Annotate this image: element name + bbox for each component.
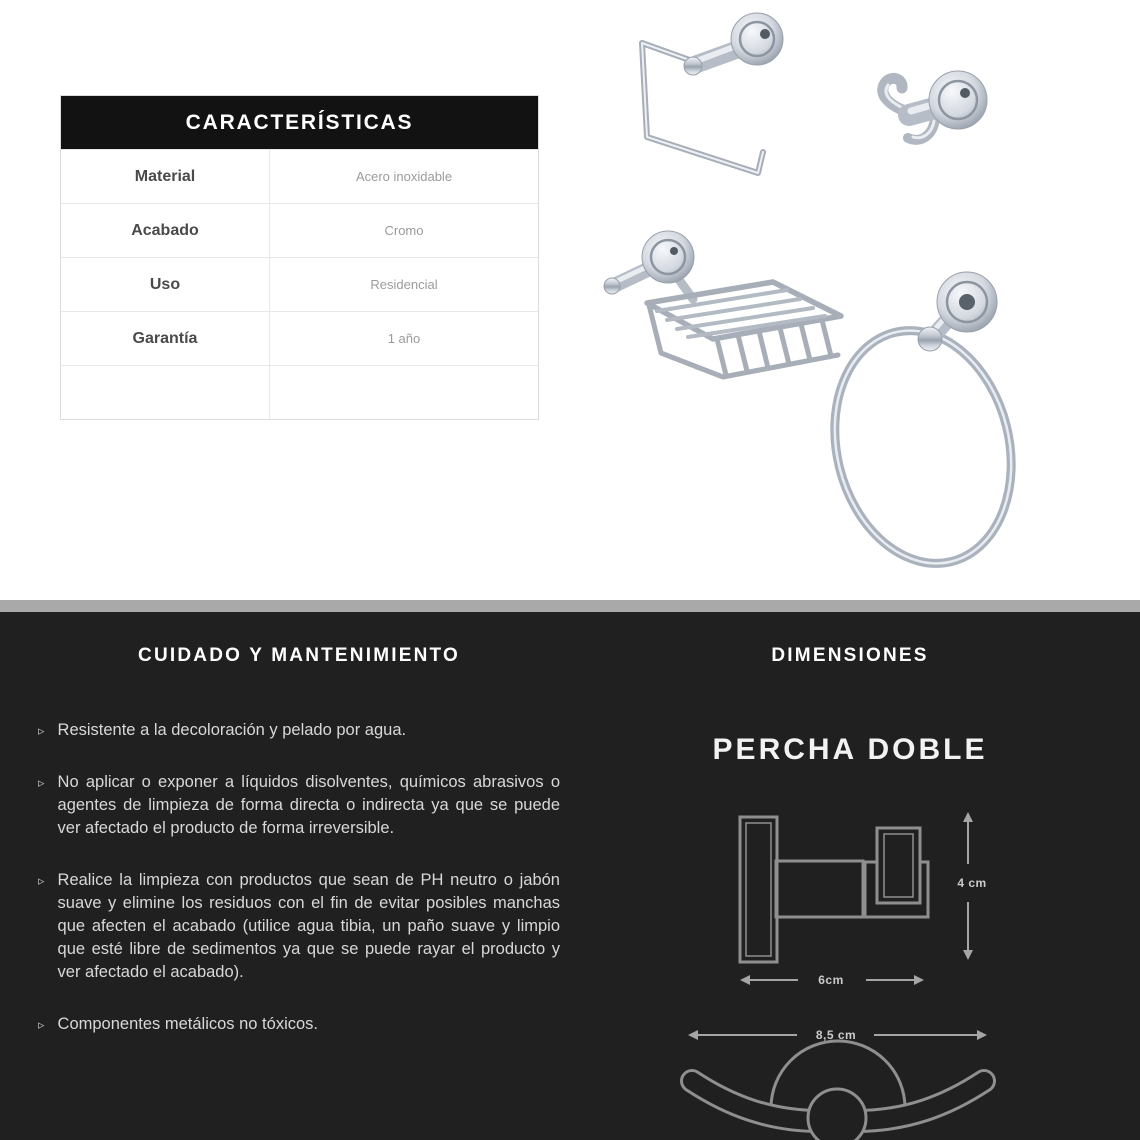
toilet-paper-holder-image xyxy=(615,0,815,200)
towel-ring-image xyxy=(825,252,1075,587)
care-title: CUIDADO Y MANTENIMIENTO xyxy=(138,645,460,666)
percha-doble-dimensions-diagram xyxy=(660,790,1100,1140)
care-bullet-text: No aplicar o exponer a líquidos disolventes, químicos abrasivos o agentes de limpieza de forma directa o indirecta ya que se puede ver afectado el producto de forma irreversible. xyxy=(57,773,560,837)
characteristics-table xyxy=(60,95,539,420)
bullet-arrow-icon: ▹ xyxy=(38,1017,45,1032)
table-row xyxy=(61,365,538,419)
double-hook-image xyxy=(845,45,1025,160)
soap-dish-basket-image xyxy=(595,225,855,415)
depth-dimension-label: 6cm xyxy=(818,973,844,987)
row-value: 1 año xyxy=(387,331,421,346)
dark-section xyxy=(0,612,1140,1140)
list-item xyxy=(38,1013,560,1036)
dimensions-product-name: PERCHA DOBLE xyxy=(712,733,988,766)
row-value: Residencial xyxy=(370,277,438,292)
bullet-arrow-icon: ▹ xyxy=(38,873,45,888)
list-item xyxy=(38,869,560,984)
bullet-arrow-icon: ▹ xyxy=(38,775,45,790)
bullet-arrow-icon: ▹ xyxy=(38,723,45,738)
care-section xyxy=(38,645,560,1065)
list-item xyxy=(38,771,560,840)
care-bullet-text: Componentes metálicos no tóxicos. xyxy=(57,1015,318,1033)
width-dimension-label: 8,5 cm xyxy=(815,1028,857,1042)
height-dimension-label: 4 cm xyxy=(957,876,987,890)
list-item xyxy=(38,719,560,742)
depth-dimension xyxy=(740,973,924,987)
row-label: Garantía xyxy=(61,312,270,365)
dimensions-section xyxy=(620,645,1080,767)
care-bullet-text: Realice la limpieza con productos que sean de PH neutro o jabón suave y elimine los residuos con el fin de evitar posibles manchas que afecten el acabado (utilice agua tibia, un paño suave y limpio que esté libre de sedimentos ya que se puede rayar el producto y ver afectado el acabado). xyxy=(57,871,560,981)
side-view-diagram xyxy=(740,817,928,962)
table-row xyxy=(61,203,538,257)
height-dimension xyxy=(957,812,986,960)
table-row xyxy=(61,311,538,365)
row-value: Cromo xyxy=(384,223,424,238)
row-label: Acabado xyxy=(61,204,270,257)
row-label: Material xyxy=(61,150,270,203)
table-row xyxy=(61,149,538,203)
row-label: Uso xyxy=(61,258,270,311)
dimensions-title: DIMENSIONES xyxy=(771,645,929,666)
characteristics-title: CARACTERÍSTICAS xyxy=(61,96,538,149)
front-view-diagram xyxy=(692,1041,984,1140)
table-row xyxy=(61,257,538,311)
row-value xyxy=(270,366,538,419)
section-divider xyxy=(0,600,1140,612)
care-bullet-text: Resistente a la decoloración y pelado por agua. xyxy=(57,721,407,739)
row-label xyxy=(61,366,270,419)
row-value: Acero inoxidable xyxy=(355,169,453,184)
